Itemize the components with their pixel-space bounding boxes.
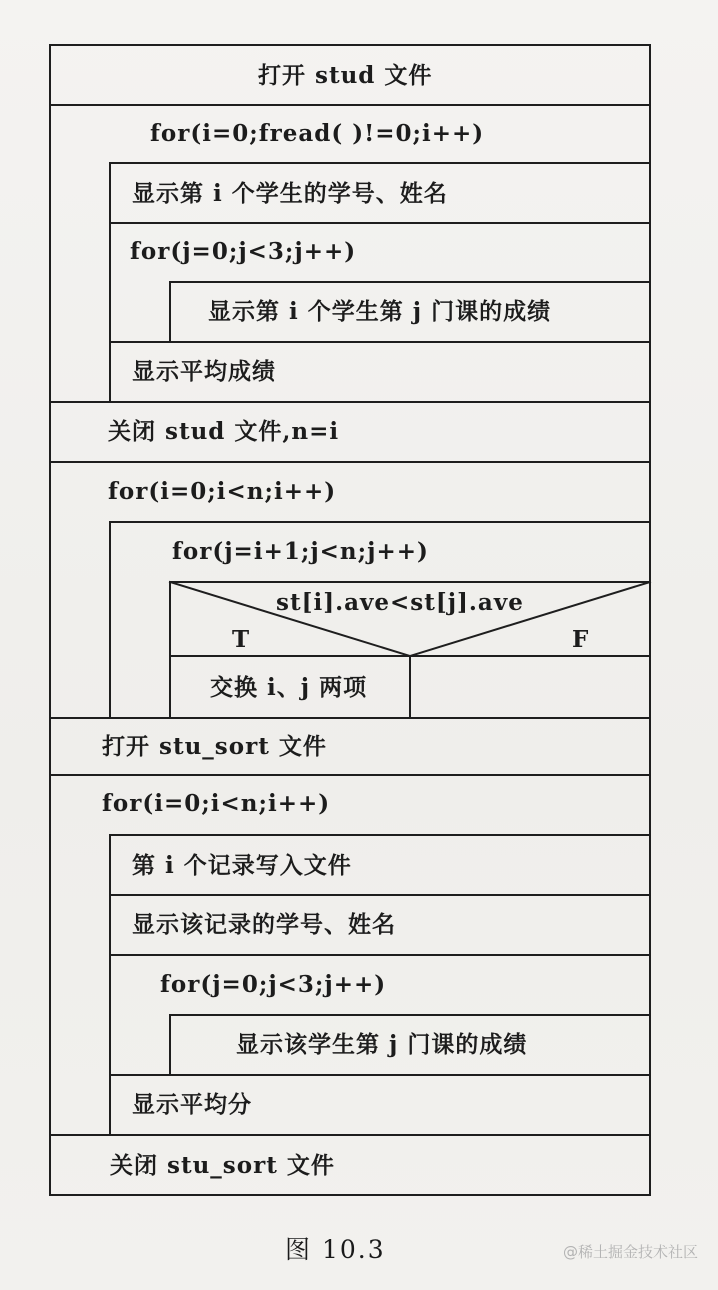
sort-inner-loop-label: for(j=i+1;j<n;j++) [172, 538, 429, 565]
read-loop-label: for(i=0;fread( )!=0;i++) [150, 120, 485, 147]
sort-outer-loop-label: for(i=0;i<n;i++) [108, 478, 337, 505]
swap-label: 交换 i、j 两项 [210, 674, 368, 701]
show-avg-score-label: 显示平均分 [132, 1091, 252, 1118]
write-record-label: 第 i 个记录写入文件 [132, 852, 352, 879]
figure-caption: 图 10.3 [285, 1235, 386, 1264]
close-sort-file-label: 关闭 stu_sort 文件 [110, 1152, 335, 1179]
close-stud-label: 关闭 stud 文件,n=i [108, 418, 340, 445]
true-branch-label: T [232, 626, 251, 653]
show-score-label: 显示第 i 个学生第 j 门课的成绩 [208, 298, 552, 325]
open-stud-label: 打开 stud 文件 [258, 62, 433, 89]
watermark: @稀土掘金技术社区 [562, 1243, 698, 1261]
false-branch-label: F [572, 626, 590, 653]
inner-loop-label: for(j=0;j<3;j++) [130, 238, 357, 265]
show-average-label: 显示平均成绩 [132, 358, 276, 385]
show-record-score-label: 显示该学生第 j 门课的成绩 [236, 1031, 528, 1058]
condition-label: st[i].ave<st[j].ave [276, 589, 524, 616]
open-sort-file-label: 打开 stu_sort 文件 [102, 733, 327, 760]
show-record-label: 显示该记录的学号、姓名 [132, 911, 396, 938]
write-outer-loop-label: for(i=0;i<n;i++) [102, 790, 331, 817]
write-inner-loop-label: for(j=0;j<3;j++) [160, 971, 387, 998]
show-student-label: 显示第 i 个学生的学号、姓名 [132, 180, 448, 207]
